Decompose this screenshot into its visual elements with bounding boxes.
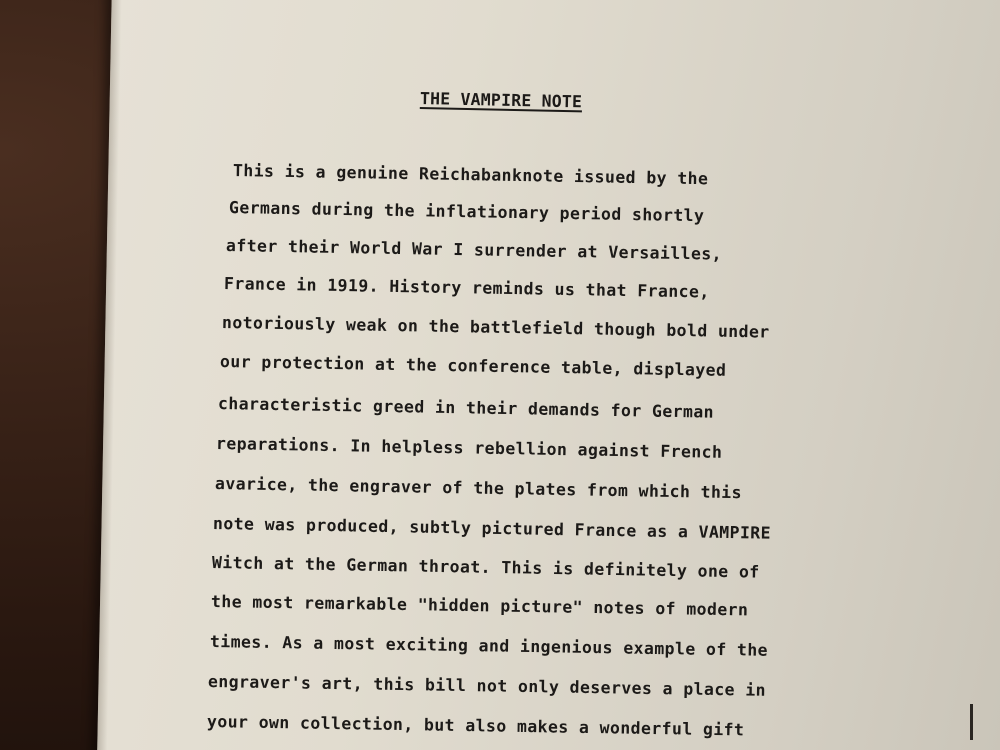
text-line: France in 1919. History reminds us that France, xyxy=(223,274,710,302)
text-line: avarice, the engraver of the plates from which this xyxy=(214,474,743,503)
text-line: note was produced, subtly pictured France as a VAMPIRE xyxy=(212,514,772,543)
text-line: reparations. In helpless rebellion against French xyxy=(215,434,723,462)
text-line: Witch at the German throat. This is definitely one of xyxy=(211,553,760,582)
text-line: your own collection, but also makes a wonderful gift xyxy=(206,712,745,740)
text-line: characteristic greed in their demands for German xyxy=(217,394,715,422)
pen-mark xyxy=(970,704,973,740)
text-line: times. As a most exciting and ingenious example of the xyxy=(209,632,769,660)
text-line: engraver's art, this bill not only deserves a place in xyxy=(207,672,767,700)
text-line: Germans during the inflationary period shortly xyxy=(228,198,705,226)
document-title: THE VAMPIRE NOTE xyxy=(419,89,583,112)
text-line: after their World War I surrender at Versailles, xyxy=(225,236,723,264)
text-line: our protection at the conference table, displayed xyxy=(219,352,727,380)
text-line: the most remarkable "hidden picture" notes of modern xyxy=(210,592,749,620)
text-line: This is a genuine Reichabanknote issued by the xyxy=(232,161,709,189)
text-line: notoriously weak on the battlefield though bold under xyxy=(221,313,770,342)
